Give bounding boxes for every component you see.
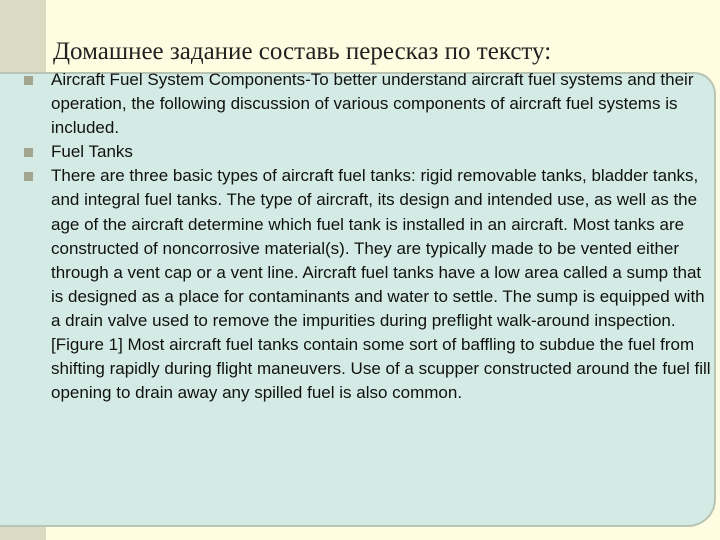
bullet-list [0, 68, 716, 405]
bullet-item-components [0, 68, 716, 140]
square-bullet-icon [24, 76, 33, 85]
slide-title: Домашнее задание составь пересказ по тексту: [53, 38, 552, 65]
bullet-item-tank-types [0, 164, 716, 405]
bullet-item-fuel-tanks [0, 140, 716, 164]
bullet-text: Fuel Tanks [51, 142, 133, 162]
bullet-text: There are three basic types of aircraft fuel tanks: rigid removable tanks, bladder tanks, and integral fuel tanks. The type of aircraft, its design and intended use, as well as the age of the aircraft determine which fuel tank is installed in an aircraft. Most tanks are constructed of noncorrosive material(s). They are typically made to be vented either through a vent cap or a vent line. Aircraft fuel tanks have a low area called a sump that is designed as a place for contaminants and water to settle. The sump is equipped with a drain valve used to remove the impurities during preflight walk-around inspection. [Figure 1] Most aircraft fuel tanks contain some sort of baffling to subdue the fuel from shifting rapidly during flight maneuvers. Use of a scupper constructed around the fuel fill opening to drain away any spilled fuel is also common. [51, 166, 711, 403]
bullet-text: Aircraft Fuel System Components-To better understand aircraft fuel systems and their operation, the following discussion of various components of aircraft fuel systems is included. [51, 70, 694, 138]
square-bullet-icon [24, 172, 33, 181]
square-bullet-icon [24, 148, 33, 157]
